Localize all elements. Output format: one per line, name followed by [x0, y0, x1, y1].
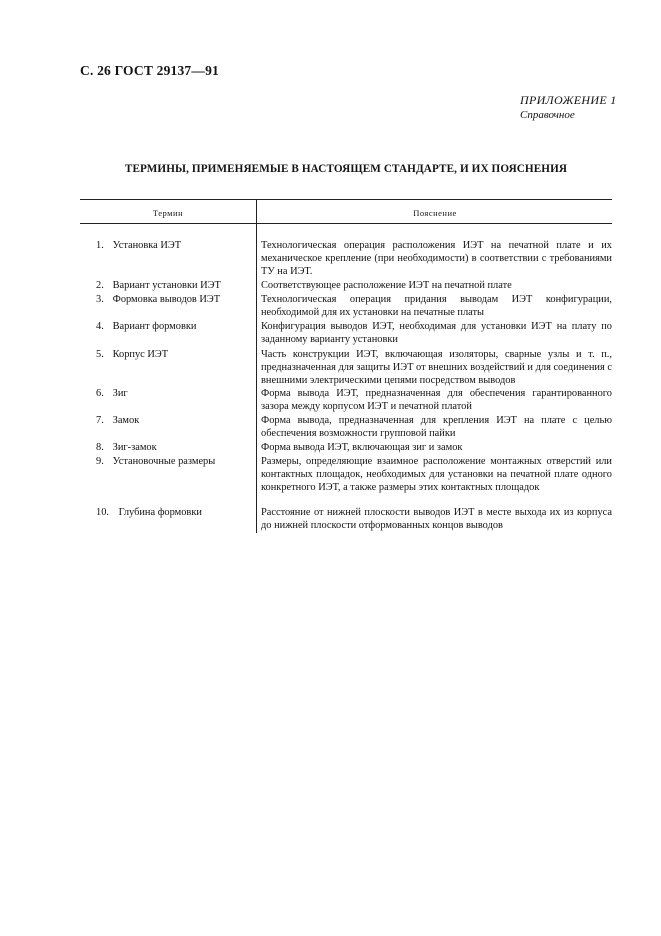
term-number: 4. — [96, 321, 104, 332]
term-text: Формовка выводов ИЭТ — [112, 294, 221, 305]
term-number: 3. — [96, 294, 104, 305]
term-cell — [96, 455, 246, 468]
appendix-title: ПРИЛОЖЕНИЕ 1 — [520, 93, 617, 107]
appendix-label — [520, 93, 617, 121]
term-text: Установочные размеры — [112, 456, 216, 467]
definition-cell: Технологическая операция придания выводам ИЭТ конфигурации, необходимой для их установки на печатные платы — [261, 294, 612, 318]
table-header-rule — [80, 223, 612, 224]
term-cell — [96, 293, 246, 306]
definition-cell: Часть конструкции ИЭТ, включающая изоляторы, сварные узлы и т. п., предназначенная для защиты ИЭТ от внешних воздействий и для соединения с внешними электрическими цепями посредством выводов — [261, 349, 612, 386]
term-text: Установка ИЭТ — [112, 240, 182, 251]
term-cell — [96, 506, 246, 519]
definition-cell: Технологическая операция расположения ИЭТ на печатной плате и их механическое крепление (при необходимости) в соответствии с требованиями ТУ на ИЭТ. — [261, 240, 612, 277]
term-number: 8. — [96, 442, 104, 453]
definition-cell: Конфигурация выводов ИЭТ, необходимая для установки ИЭТ на плату по заданному варианту установки — [261, 321, 612, 345]
term-text: Зиг-замок — [112, 442, 157, 453]
term-cell — [96, 279, 246, 292]
term-cell — [96, 239, 246, 252]
term-text: Корпус ИЭТ — [112, 349, 169, 360]
term-text: Зиг — [112, 388, 128, 399]
definition-cell: Форма вывода ИЭТ, предназначенная для обеспечения гарантированного зазора между корпусом ИЭТ и печатной платой — [261, 388, 612, 412]
term-number: 7. — [96, 415, 104, 426]
term-number: 9. — [96, 456, 104, 467]
term-text: Вариант формовки — [112, 321, 197, 332]
appendix-subtitle: Справочное — [520, 109, 575, 121]
term-number: 6. — [96, 388, 104, 399]
term-number: 10. — [96, 507, 109, 518]
term-text: Замок — [112, 415, 140, 426]
term-number: 5. — [96, 349, 104, 360]
definition-cell: Размеры, определяющие взаимное расположение монтажных отверстий или контактных площадок, необходимых для установки на печатной плате одного конкретного ИЭТ, а также размеры этих контактных площадок — [261, 456, 612, 493]
term-cell — [96, 387, 246, 400]
term-text: Вариант установки ИЭТ — [112, 280, 221, 291]
term-number: 1. — [96, 240, 104, 251]
definition-cell: Соответствующее расположение ИЭТ на печатной плате — [261, 280, 512, 291]
term-cell — [96, 348, 246, 361]
column-header-definition: Пояснение — [413, 208, 457, 218]
page-title: ТЕРМИНЫ, ПРИМЕНЯЕМЫЕ В НАСТОЯЩЕМ СТАНДАРТЕ, И ИХ ПОЯСНЕНИЯ — [124, 163, 568, 175]
term-number: 2. — [96, 280, 104, 291]
term-cell — [96, 441, 246, 454]
document-code: С. 26 ГОСТ 29137—91 — [80, 63, 219, 78]
term-cell — [96, 320, 246, 333]
term-text: Глубина формовки — [118, 507, 202, 518]
definition-cell: Форма вывода ИЭТ, включающая зиг и замок — [261, 442, 463, 453]
table-top-rule — [80, 199, 612, 200]
column-header-term: Термин — [152, 208, 184, 218]
definition-cell: Форма вывода, предназначенная для крепления ИЭТ на плате с целью обеспечения возможности групповой пайки — [261, 415, 612, 439]
term-cell — [96, 414, 246, 427]
definition-cell: Расстояние от нижней плоскости выводов ИЭТ в месте выхода их из корпуса до нижней плоскости отформованных концов выводов — [261, 507, 612, 531]
column-separator — [256, 199, 257, 533]
